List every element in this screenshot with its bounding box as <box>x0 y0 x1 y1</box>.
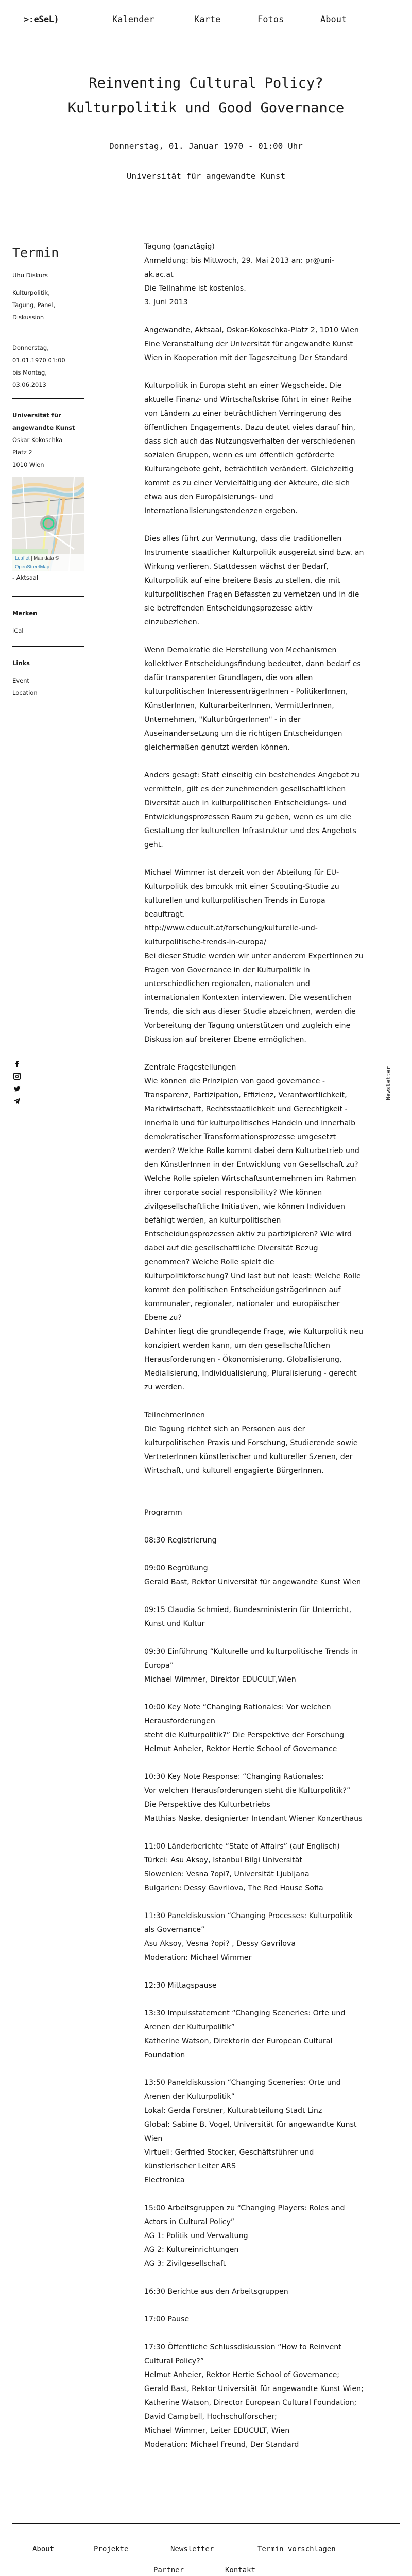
text-line: Transparenz, Partizipation, Effizienz, Verantwortlichkeit, <box>144 1091 347 1099</box>
programm-line: Slowenien: Vesna ?opi?, Universität Ljubljana <box>144 1870 310 1878</box>
text-line: demokratischer Transformationsprozesse umgesetzt <box>144 1133 336 1141</box>
programm-line: Die Perspektive des Kulturbetriebs <box>144 1801 270 1809</box>
programm-item <box>144 1909 396 1965</box>
text-line: Ebene zu? <box>144 1314 182 1322</box>
text-line: beauftragt. <box>144 910 185 919</box>
programm-line: 09:30 Einführung “Kulturelle und kulturpolitische Trends in <box>144 1648 358 1656</box>
nav-karte[interactable]: Karte <box>194 14 221 25</box>
text-line: Auseinandersetzung um die richtigen Entscheidungen <box>144 730 342 738</box>
text-line: werden? Welche Rolle kommt dabei dem Kulturbetrieb und <box>144 1147 359 1155</box>
description-paragraph <box>144 866 396 1047</box>
text-line: Kulturpolitik in Europa steht an einer Wegscheide. Die <box>144 382 342 390</box>
programm-line: künstlerischer Leiter ARS <box>144 2162 236 2171</box>
link-event[interactable]: Event <box>12 677 29 684</box>
programm-line: AG 2: Kultureinrichtungen <box>144 2246 239 2254</box>
programm-line: 16:30 Berichte aus den Arbeitsgruppen <box>144 2287 288 2296</box>
programm-line: Moderation: Michael Wimmer <box>144 1954 252 1962</box>
text-line: konzipiert werden kann, um den gesellschaftlichen <box>144 1342 331 1350</box>
programm-line: Gerald Bast, Rektor Universität für angewandte Kunst Wien; <box>144 2385 364 2393</box>
instagram-icon[interactable] <box>13 1073 21 1080</box>
programm-item <box>144 1701 396 1756</box>
event-description <box>144 240 396 2466</box>
text-line: Welche Rolle spielen Wirtschaftsunternehmen im Rahmen <box>144 1175 356 1183</box>
text-line: öffentlichen Engagements. Dazu deutet vieles darauf hin, <box>144 423 356 432</box>
description-paragraph <box>144 769 396 852</box>
programm-line: Kunst und Kultur <box>144 1620 205 1628</box>
programm-line: 10:30 Key Note Response: “Changing Rationales: <box>144 1773 324 1781</box>
programm-line: Türkei: Asu Aksoy, Istanbul Bilgi Universität <box>144 1856 302 1865</box>
programm-item <box>144 1770 396 1826</box>
ical-link[interactable]: iCal <box>12 627 24 634</box>
text-line: Dies alles führt zur Vermutung, dass die traditionellen <box>144 535 342 543</box>
text-line: kommt es zu einer Vervielfältigung der Akteure, die sich <box>144 479 350 487</box>
text-line: Entwicklungsprozessen Raum zu geben, wenn es um die <box>144 813 352 821</box>
text-line: Wenn Demokratie die Herstellung von Mechanismen <box>144 646 337 654</box>
text-line: Vorbereitung der Tagung unterstützen und zugleich eine <box>144 1022 351 1030</box>
text-line: gleichermaßen genutzt werden können. <box>144 743 290 752</box>
programm-line: Vor welchen Herausforderungen steht die Kulturpolitik?” <box>144 1787 351 1795</box>
programm-line: 17:00 Pause <box>144 2315 190 2324</box>
programm-line: Actors in Cultural Policy” <box>144 2218 235 2226</box>
programm-line: 09:00 Begrüßung <box>144 1564 208 1572</box>
text-line: unterschiedlichen regionalen, nationalen und <box>144 980 310 988</box>
text-line: KünstlerInnen, KulturarbeiterInnen, VermittlerInnen, <box>144 702 334 710</box>
text-line: Wirkung verlieren. Stattdessen wächst der Bedarf, <box>144 563 329 571</box>
text-line: Die Teilnahme ist kostenlos. <box>144 284 246 293</box>
text-line: Diversität auch in kulturpolitischen Entscheidungs- und <box>144 799 347 807</box>
links-heading: Links <box>12 659 30 667</box>
social-links-side <box>13 1060 22 1110</box>
programm-item <box>144 1979 396 1993</box>
telegram-icon[interactable] <box>13 1097 21 1105</box>
merken-heading: Merken <box>12 609 38 617</box>
description-paragraph <box>144 379 396 518</box>
sidebar-heading: Termin <box>12 245 59 260</box>
text-line: kommt den politischen EntscheidungsträgerInnen auf <box>144 1286 341 1294</box>
programm-item <box>144 1562 396 1589</box>
location <box>12 409 84 471</box>
divider <box>12 646 84 647</box>
date-line: Donnerstag, <box>12 344 49 351</box>
text-line: Medialisierung, Individualisierung, Pluralisierung - gerecht <box>144 1369 357 1378</box>
text-line: Kulturpolitik des bm:ukk mit einer Scouting-Studie zu <box>144 883 339 891</box>
text-line: genommen? Welche Rolle spielt die <box>144 1258 274 1266</box>
text-line: 3. Juni 2013 <box>144 298 188 307</box>
osm-link[interactable]: OpenStreetMap <box>15 564 50 570</box>
footer-link-kontakt[interactable]: Kontakt <box>225 2566 256 2574</box>
text-line: Michael Wimmer ist derzeit von der Abteilung für EU- <box>144 869 339 877</box>
nav-fotos[interactable]: Fotos <box>258 14 284 25</box>
text-line: kulturpolitischen Fragen Befassten zu vernetzen und in die <box>144 590 359 599</box>
programm-line: Bulgarien: Dessy Gavrilova, The Red House Sofia <box>144 1884 323 1892</box>
text-line: Wien in Kooperation mit der Tageszeitung Der Standard <box>144 354 348 362</box>
programm-line: 13:50 Paneldiskussion “Changing Sceneries: Orte und <box>144 2079 341 2087</box>
attribution-text: | Map data © <box>29 555 59 561</box>
programm-line: Matthias Naske, designierter Intendant Wiener Konzerthaus <box>144 1815 363 1823</box>
text-line: Dahinter liegt die grundlegende Frage, wie Kulturpolitik neu <box>144 1328 364 1336</box>
footer-link-about[interactable]: About <box>32 2545 55 2553</box>
programm-item <box>144 1603 396 1631</box>
programm-heading: Programm <box>144 1509 182 1517</box>
divider <box>12 398 84 399</box>
text-line: Kulturpolitikforschung? Und last but not least: Welche Rolle <box>144 1272 361 1280</box>
programm-line: 08:30 Registrierung <box>144 1536 217 1545</box>
text-line: Wirtschaft, und kulturell engagierte BürgerInnen. <box>144 1467 324 1475</box>
twitter-icon[interactable] <box>13 1085 21 1092</box>
programm-line: AG 3: Zivilgesellschaft <box>144 2260 226 2268</box>
facebook-icon[interactable] <box>13 1060 21 1067</box>
programm-line: David Campbell, Hochschulforscher; <box>144 2413 277 2421</box>
description-paragraph <box>144 1409 396 1478</box>
location-name[interactable]: Universität für <box>12 412 61 419</box>
text-line: Zentrale Fragestellungen <box>144 1063 236 1072</box>
text-line: ihrer corporate social responsibility? Wie können <box>144 1189 322 1197</box>
programm-line: Virtuell: Gerfried Stocker, Geschäftsführer und <box>144 2148 314 2157</box>
programm-line: Lokal: Gerda Forstner, Kulturabteilung Stadt Linz <box>144 2107 322 2115</box>
programm-line: Michael Wimmer, Direktor EDUCULT,Wien <box>144 1675 296 1684</box>
programm-line: Katherine Watson, Direktorin der European Cultural <box>144 2037 333 2045</box>
programm-line: 17:30 Öffentliche Schlussdiskussion “How to Reinvent <box>144 2343 341 2351</box>
text-line: kulturellen und kulturpolitischen Trends in Europa <box>144 896 325 905</box>
text-line: Instrumente staatlicher Kulturpolitik ausgereizt sind bzw. an <box>144 549 364 557</box>
text-line: einzubeziehen. <box>144 618 200 626</box>
programm-item <box>144 2313 396 2327</box>
programm-line: Moderation: Michael Freund, Der Standard <box>144 2441 299 2449</box>
location-address: Oskar Kokoschka <box>12 436 63 444</box>
programm-item <box>144 2076 396 2188</box>
programm-line: AG 1: Politik und Verwaltung <box>144 2232 248 2240</box>
programm-line: 11:30 Paneldiskussion “Changing Processes: Kulturpolitik <box>144 1912 353 1920</box>
link-location[interactable]: Location <box>12 689 38 697</box>
text-line: Die Tagung richtet sich an Personen aus der <box>144 1425 305 1433</box>
footer-link-projekte[interactable]: Projekte <box>94 2545 129 2553</box>
text-line: zivilgesellschaftliche Initiativen, wie können Individuen <box>144 1202 346 1211</box>
description-paragraph <box>144 643 396 755</box>
description-paragraph <box>144 532 396 630</box>
divider <box>12 596 84 597</box>
room: - Aktsaal <box>12 574 39 581</box>
programm-item <box>144 2285 396 2299</box>
programm-line: Helmut Anheier, Rektor Hertie School of Governance <box>144 1745 337 1753</box>
programm-item <box>144 2201 396 2271</box>
programm-item <box>144 2341 396 2452</box>
text-line: kollektiver Entscheidungsfindung bedeutet, dann bedarf es <box>144 660 361 668</box>
programm-item <box>144 2007 396 2062</box>
programm-line: Gerald Bast, Rektor Universität für angewandte Kunst Wien <box>144 1578 362 1586</box>
text-line: Kulturangebote geht, beträchtlich verändert. Gleichzeitig <box>144 465 354 473</box>
text-line: VertreterInnen künstlerischer und kultureller Szenen, der <box>144 1453 353 1461</box>
programm-line: Herausforderungen <box>144 1717 215 1725</box>
programm-line: Arenen der Kulturpolitik” <box>144 2093 235 2101</box>
nav-kalender[interactable]: Kalender <box>112 14 154 25</box>
text-line: Kulturpolitik auf eine breitere Basis zu stellen, die mit <box>144 577 340 585</box>
map-attribution <box>12 554 84 571</box>
text-line: befähigt werden, an kulturpolitischen <box>144 1216 281 1225</box>
newsletter-tab-label: Newsletter <box>385 1066 392 1100</box>
text-line: Anmeldung: bis Mittwoch, 29. Mai 2013 an: pr@uni- <box>144 257 334 265</box>
location-map[interactable] <box>12 477 84 571</box>
text-line: TeilnehmerInnen <box>144 1411 205 1419</box>
programm-line: 11:00 Länderberichte “State of Affairs” (auf Englisch) <box>144 1842 340 1851</box>
text-line: zu werden. <box>144 1383 185 1392</box>
text-line: ak.ac.at <box>144 270 174 279</box>
programm-line: Helmut Anheier, Rektor Hertie School of Governance; <box>144 2371 340 2379</box>
text-line: Bei dieser Studie werden wir unter anderem ExpertInnen zu <box>144 952 364 960</box>
text-line: dass sich auch das Nutzungsverhalten der verschiedenen <box>144 437 355 446</box>
text-line: sie betreffenden Entscheidungsprozesse aktiv <box>144 604 313 613</box>
date-line: bis Montag, <box>12 369 47 376</box>
programm-line: Wien <box>144 2134 163 2143</box>
spacer <box>144 1492 396 1506</box>
footer-link-termin-vorschlagen[interactable]: Termin vorschlagen <box>258 2545 336 2553</box>
footer-link-partner[interactable]: Partner <box>153 2566 184 2574</box>
date-line: 01.01.1970 01:00 <box>12 357 65 364</box>
date-range <box>12 342 84 391</box>
text-line: Internationalisierungstendenzen ergeben. <box>144 507 298 515</box>
programm-line: Katherine Watson, Director European Cultural Foundation; <box>144 2399 357 2407</box>
programm-line: Electronica <box>144 2176 185 2184</box>
text-line: dafür transparenter Grundlagen, die von allen <box>144 674 313 682</box>
top-navigation <box>0 12 412 28</box>
nav-about[interactable]: About <box>320 14 347 25</box>
tag[interactable]: Kulturpolitik, <box>12 289 50 296</box>
programm-line: als Governance” <box>144 1926 205 1934</box>
programm-line: Cultural Policy?” <box>144 2357 204 2365</box>
text-line: Angewandte, Aktsaal, Oskar-Kokoschka-Platz 2, 1010 Wien <box>144 326 359 334</box>
programm-line: 10:00 Key Note “Changing Rationales: Vor welchen <box>144 1703 331 1711</box>
text-line: vermitteln, gilt es der zunehmenden gesellschaftlichen <box>144 785 346 793</box>
text-line: Trends, die sich aus dieser Studie abzeichnen, werden die <box>144 1008 356 1016</box>
title-line-1: Reinventing Cultural Policy? <box>89 75 323 91</box>
programm-line: steht die Kulturpolitik?” Die Perspektive der Forschung <box>144 1731 345 1739</box>
text-line: etwa aus den Europäisierungs- und <box>144 493 273 501</box>
tags <box>12 286 84 324</box>
programm-item <box>144 1534 396 1548</box>
text-line: Diskussion auf breiterer Ebene ermöglichen. <box>144 1036 306 1044</box>
programm-line: 12:30 Mittagspause <box>144 1981 217 1990</box>
footer-link-newsletter[interactable]: Newsletter <box>170 2545 214 2553</box>
programm-line: Global: Sabine B. Vogel, Universität für angewandte Kunst <box>144 2121 357 2129</box>
text-line: http://www.educult.at/forschung/kulturelle-und- <box>144 924 318 933</box>
text-line: Herausforderungen - Ökonomisierung, Globalisierung, <box>144 1355 342 1364</box>
date-line: 03.06.2013 <box>12 381 46 388</box>
programm-line: Europa” <box>144 1662 174 1670</box>
text-line: kulturpolitischen InteressenträgerInnen - PolitikerInnen, <box>144 688 348 696</box>
text-line: kulturpolitischen Praxis und Forschung, Studierende sowie <box>144 1439 358 1447</box>
description-paragraph <box>144 1061 396 1395</box>
programm-line: Michael Wimmer, Leiter EDUCULT, Wien <box>144 2427 290 2435</box>
event-datetime: Donnerstag, 01. Januar 1970 - 01:00 Uhr <box>109 141 303 151</box>
text-line: sozialen Gruppen, wenn es um öffentlich geförderte <box>144 451 335 460</box>
text-line: dabei auf die gesellschaftliche Diversität Bezug <box>144 1244 318 1252</box>
title-line-2: Kulturpolitik und Good Governance <box>67 100 345 116</box>
location-address: 1010 Wien <box>12 461 44 468</box>
text-line: Wie können die Prinzipien von good governance - <box>144 1077 325 1086</box>
text-line: Unternehmen, "KulturbürgerInnen" - in der <box>144 716 301 724</box>
links-list <box>12 674 84 699</box>
text-line: Fragen von Governance in der Kulturpolitik in <box>144 966 310 974</box>
text-line: internationalen Kontexten interviewen. Die wesentlichen <box>144 994 352 1002</box>
programm-item <box>144 1645 396 1687</box>
tag[interactable]: Diskussion <box>12 314 44 321</box>
text-line: von Ländern zu einer beträchtlichen Verringerung des <box>144 410 342 418</box>
text-line: Eine Veranstaltung der Universität für angewandte Kunst <box>144 340 353 348</box>
text-line: geht. <box>144 841 163 849</box>
programm-line: 13:30 Impulsstatement “Changing Sceneries: Orte und <box>144 2009 346 2018</box>
description-paragraph <box>144 324 396 365</box>
text-line: den KünstlerInnen in der Entwicklung von Gesellschaft zu? <box>144 1161 358 1169</box>
organizer[interactable]: Uhu Diskurs <box>12 272 48 279</box>
text-line: innerhalb und für kulturpolitisches Handeln und innerhalb <box>144 1119 356 1127</box>
text-line: Entscheidungsprozessen aktiv zu partizipieren? Wie wird <box>144 1230 352 1239</box>
text-line: Tagung (ganztägig) <box>144 243 215 251</box>
event-venue: Universität für angewandte Kunst <box>126 171 286 181</box>
page-title <box>0 71 412 121</box>
text-line: kulturpolitische-trends-in-europa/ <box>144 938 266 946</box>
text-line: Anders gesagt: Statt einseitig ein bestehendes Angebot zu <box>144 771 360 779</box>
programm-line: 15:00 Arbeitsgruppen zu “Changing Players: Roles and <box>144 2204 345 2212</box>
leaflet-link[interactable]: Leaflet <box>15 555 30 561</box>
text-line: Marktwirtschaft, Rechtsstaatlichkeit und Gerechtigkeit - <box>144 1105 348 1113</box>
description-paragraph <box>144 240 396 310</box>
location-address: Platz 2 <box>12 449 32 456</box>
location-name[interactable]: angewandte Kunst <box>12 424 75 431</box>
programm-line: Foundation <box>144 2051 185 2059</box>
site-logo[interactable]: >:eSeL) <box>24 14 59 25</box>
programm-line: Asu Aksoy, Vesna ?opi? , Dessy Gavrilova <box>144 1940 296 1948</box>
programm-line: Arenen der Kulturpolitik” <box>144 2023 235 2031</box>
text-line: kommunaler, regionaler, nationaler und europäischer <box>144 1300 340 1308</box>
text-line: aktuelle Finanz- und Wirtschaftskrise führt in einer Reihe <box>144 396 352 404</box>
sidebar <box>12 244 84 699</box>
footer-divider <box>12 2523 400 2524</box>
tag[interactable]: Tagung, Panel, <box>12 301 56 309</box>
programm-item <box>144 1840 396 1895</box>
programm-line: 09:15 Claudia Schmied, Bundesministerin für Unterricht, <box>144 1606 352 1614</box>
text-line: Gestaltung der kulturellen Infrastruktur und des Angebots <box>144 827 356 835</box>
